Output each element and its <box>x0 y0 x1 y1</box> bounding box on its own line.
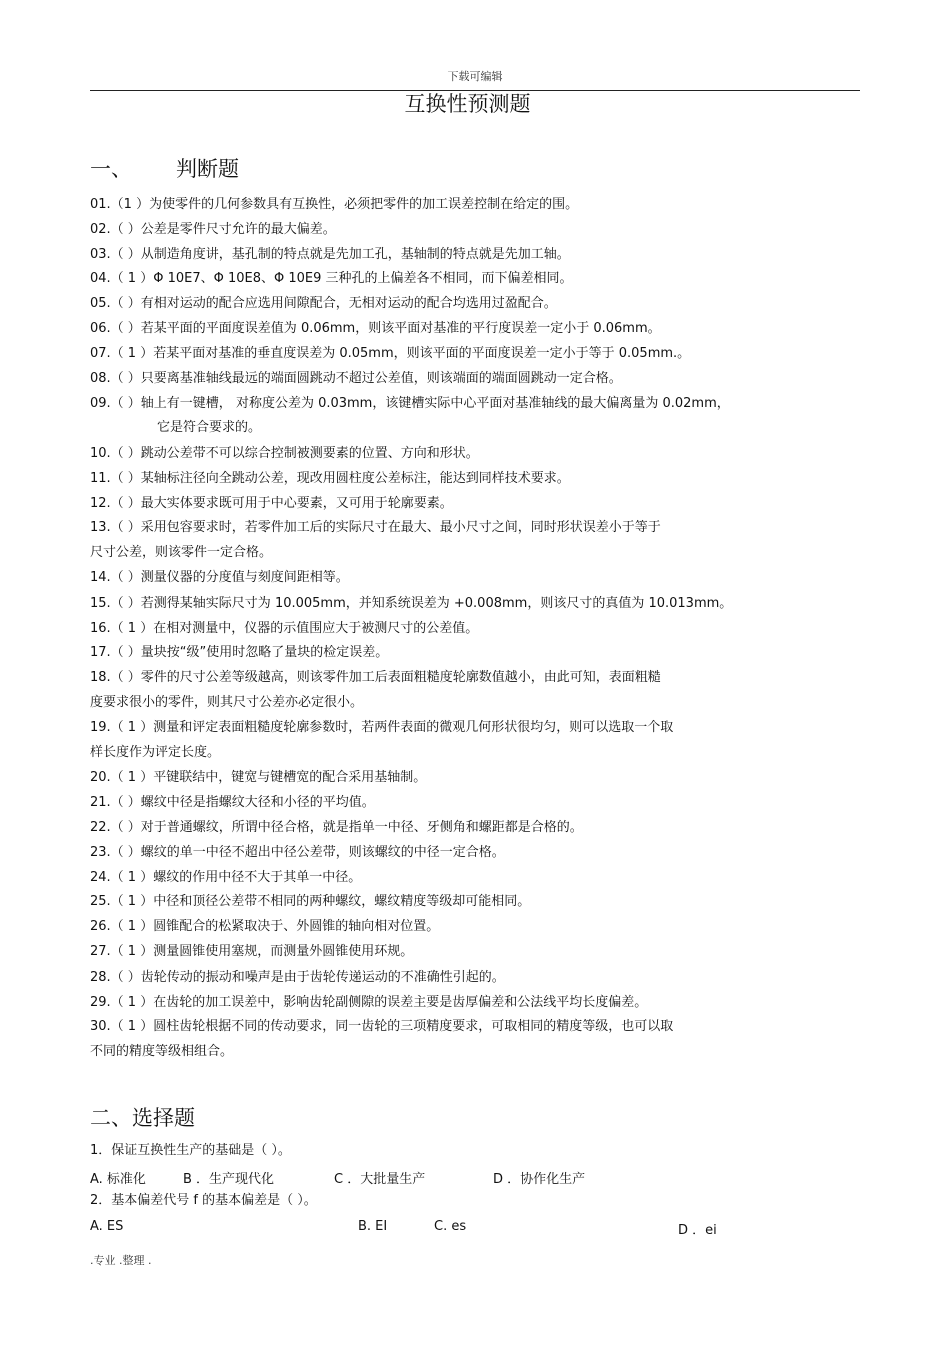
question-line: 15.（ ）若测得某轴实际尺寸为 10.005mm，并知系统误差为 +0.008mm，则该尺寸的真值为 10.013mm。 <box>90 596 733 611</box>
question-line: 18.（ ）零件的尺寸公差等级越高，则该零件加工后表面粗糙度轮廓数值越小，由此可知，表面粗糙 <box>90 670 661 685</box>
question-line: 05.（ ）有相对运动的配合应选用间隙配合，无相对运动的配合均选用过盈配合。 <box>90 296 557 311</box>
choice-question-1: 1．保证互换性生产的基础是（ ）。 <box>90 1143 291 1158</box>
question-line: 14.（ ）测量仪器的分度值与刻度间距相等。 <box>90 570 349 585</box>
question-line: 17.（ ）量块按“级”使用时忽略了量块的检定误差。 <box>90 645 389 660</box>
question-line: 22.（ ）对于普通螺纹，所谓中径合格，就是指单一中径、牙侧角和螺距都是合格的。 <box>90 820 583 835</box>
question-line: 12.（ ）最大实体要求既可用于中心要素，又可用于轮廓要素。 <box>90 496 453 511</box>
question-line: 28.（ ）齿轮传动的振动和噪声是由于齿轮传递运动的不准确性引起的。 <box>90 970 505 985</box>
question-line: 16.（ 1 ）在相对测量中，仪器的示值围应大于被测尺寸的公差值。 <box>90 621 479 636</box>
question-line: 19.（ 1 ）测量和评定表面粗糙度轮廓参数时，若两件表面的微观几何形状很均匀，则可以选取一个取 <box>90 720 674 735</box>
page-header-text: 下载可编辑 <box>447 70 503 83</box>
section-title: 判断题 <box>176 157 239 181</box>
question-line: 09.（ ）轴上有一键槽， 对称度公差为 0.03mm，该键槽实际中心平面对基准轴线的最大偏离量为 0.02mm， <box>90 396 730 411</box>
question-line: 24.（ 1 ）螺纹的作用中径不大于其单一中径。 <box>90 870 362 885</box>
choice-option-a: A. 标准化 <box>90 1172 146 1187</box>
section-number: 一、 <box>90 157 132 181</box>
question-line-continued: 样长度作为评定长度。 <box>90 745 221 760</box>
question-line-continued: 尺寸公差，则该零件一定合格。 <box>90 545 273 560</box>
question-line: 08.（ ）只要离基准轴线最远的端面圆跳动不超过公差值，则该端面的端面圆跳动一定合格。 <box>90 371 622 386</box>
choice-option-d: D ．协作化生产 <box>493 1172 586 1187</box>
question-line: 11.（ ）某轴标注径向全跳动公差，现改用圆柱度公差标注，能达到同样技术要求。 <box>90 471 570 486</box>
question-line: 10.（ ）跳动公差带不可以综合控制被测要素的位置、方向和形状。 <box>90 446 479 461</box>
question-line: 04.（ 1 ）Φ 10E7、Φ 10E8、Φ 10E9 三种孔的上偏差各不相同，而下偏差相同。 <box>90 271 573 286</box>
question-line-continued: 它是符合要求的。 <box>157 420 262 435</box>
choice-option-b: B. EI <box>358 1219 388 1234</box>
question-line: 25.（ 1 ）中径和顶径公差带不相同的两种螺纹，螺纹精度等级却可能相同。 <box>90 894 531 909</box>
page-footer-text: .专业 .整理 . <box>90 1254 152 1267</box>
question-line: 02.（ ）公差是零件尺寸允许的最大偏差。 <box>90 222 336 237</box>
question-line: 20.（ 1 ）平键联结中，键宽与键槽宽的配合采用基轴制。 <box>90 770 427 785</box>
question-line-continued: 度要求很小的零件，则其尺寸公差亦必定很小。 <box>90 695 364 710</box>
question-line: 29.（ 1 ）在齿轮的加工误差中，影响齿轮副侧隙的误差主要是齿厚偏差和公法线平均长度偏差。 <box>90 995 648 1010</box>
choice-option-d: D ．ei <box>678 1223 717 1238</box>
section-heading-judge <box>90 153 239 183</box>
question-line: 21.（ ）螺纹中径是指螺纹大径和小径的平均值。 <box>90 795 375 810</box>
question-line: 30.（ 1 ）圆柱齿轮根据不同的传动要求，同一齿轮的三项精度要求，可取相同的精度等级，也可以取 <box>90 1019 674 1034</box>
section-heading-choice: 二、选择题 <box>90 1106 195 1130</box>
choice-option-c: C. es <box>434 1219 467 1234</box>
choice-option-a: A. ES <box>90 1219 124 1234</box>
question-line: 26.（ 1 ）圆锥配合的松紧取决于、外圆锥的轴向相对位置。 <box>90 919 440 934</box>
choice-option-b: B ．生产现代化 <box>183 1172 275 1187</box>
question-line: 03.（ ）从制造角度讲，基孔制的特点就是先加工孔，基轴制的特点就是先加工轴。 <box>90 247 570 262</box>
question-line: 13.（ ）采用包容要求时，若零件加工后的实际尺寸在最大、最小尺寸之间，同时形状误差小于等于 <box>90 520 661 535</box>
question-line-continued: 不同的精度等级相组合。 <box>90 1044 234 1059</box>
question-line: 06.（ ）若某平面的平面度误差值为 0.06mm，则该平面对基准的平行度误差一定小于 0.06mm。 <box>90 321 661 336</box>
choice-question-2: 2．基本偏差代号 f 的基本偏差是（ ）。 <box>90 1193 317 1208</box>
question-line: 27.（ 1 ）测量圆锥使用塞规，而测量外圆锥使用环规。 <box>90 944 414 959</box>
document-title: 互换性预测题 <box>404 92 531 116</box>
question-line: 07.（ 1 ）若某平面对基准的垂直度误差为 0.05mm，则该平面的平面度误差一定小于等于 0.05mm.。 <box>90 346 691 361</box>
question-line: 23.（ ）螺纹的单一中径不超出中径公差带，则该螺纹的中径一定合格。 <box>90 845 505 860</box>
question-line: 01.（1 ）为使零件的几何参数具有互换性，必须把零件的加工误差控制在给定的围。 <box>90 197 579 212</box>
choice-option-c: C ．大批量生产 <box>334 1172 426 1187</box>
